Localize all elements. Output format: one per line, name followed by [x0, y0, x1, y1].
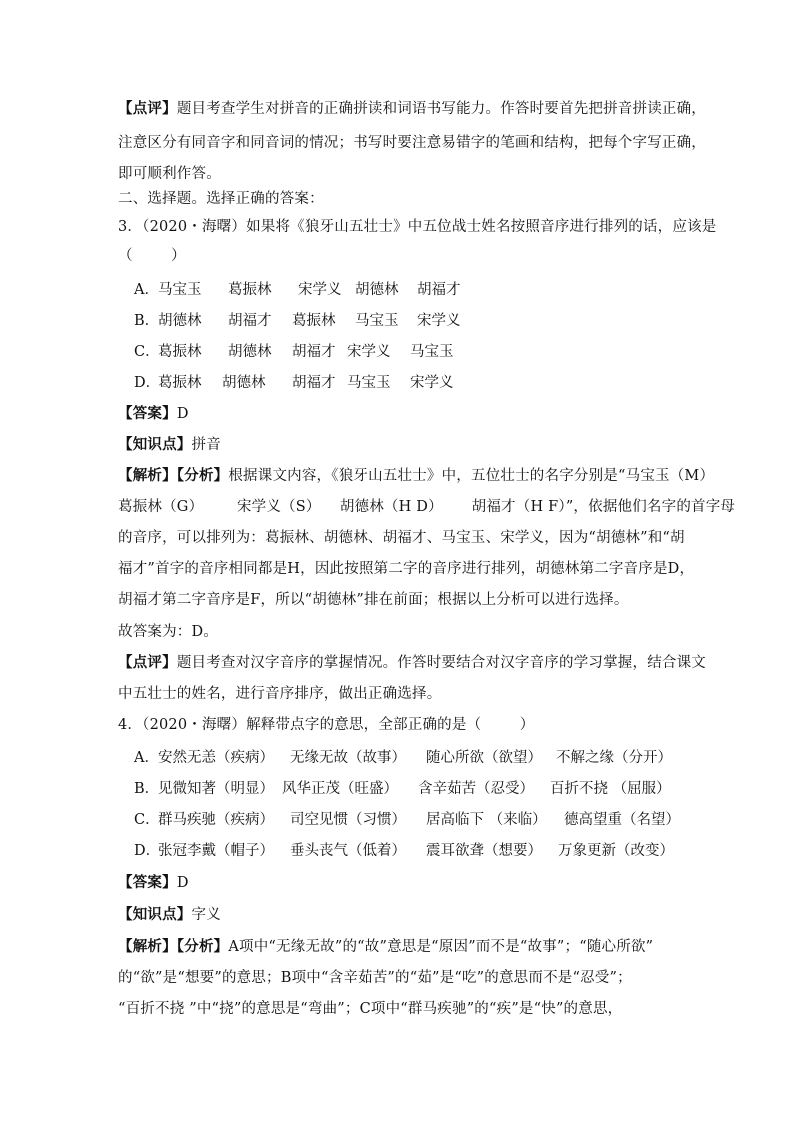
option-item: 胡福才 — [417, 282, 461, 298]
q3-answer: 【答案】D — [118, 405, 189, 422]
q4-knowledge: 【知识点】字义 — [118, 906, 221, 923]
option-item: 含辛茹苦（忍受） — [418, 781, 534, 797]
option-item: 不解之缘（分开） — [556, 750, 672, 766]
option-item: 宋学义 — [417, 313, 461, 329]
option-item: 居高临下 （来临） — [426, 812, 547, 828]
option-label: C． — [134, 344, 160, 360]
comment-tag: 【点评】 — [118, 100, 177, 117]
q3-analysis-line-5: 胡福才第二字音序是F，所以“胡德林”排在前面；根据以上分析可以进行选择。 — [118, 592, 629, 608]
comment-line-3: 即可顺利作答。 — [118, 166, 221, 182]
option-item: 安然无恙（疾病） — [158, 750, 274, 766]
option-item: 胡福才 — [292, 344, 336, 360]
q3-analysis-line-3: 的音序，可以排列为：葛振林、胡德林、胡福才、马宝玉、宋学义，因为“胡德林”和“胡 — [118, 530, 685, 546]
option-item: 马宝玉 — [355, 313, 399, 329]
option-item: 百折不挠 （屈服） — [550, 781, 671, 797]
q4-analysis-line-1: 【解析】【分析】A项中“无缘无故”的“故”意思是“原因”而不是“故事”；“随心所欲” — [118, 938, 654, 955]
option-label: B． — [134, 313, 160, 329]
option-item: 群马疾驰（疾病） — [158, 812, 274, 828]
option-label: C． — [134, 812, 160, 828]
option-item: 葛振林 — [292, 313, 336, 329]
option-item: 胡福才 — [228, 313, 272, 329]
option-item: 马宝玉 — [158, 282, 202, 298]
option-item: 胡德林 — [222, 375, 266, 391]
option-item: 胡德林 — [228, 344, 272, 360]
section-heading: 二、选择题。选择正确的答案： — [118, 191, 324, 207]
q4-stem: 4．（2020・海曙）解释带点字的意思，全部正确的是（ ） — [118, 717, 535, 733]
q3-comment-line-2: 中五壮士的姓名，进行音序排序，做出正确选择。 — [118, 686, 442, 702]
option-item: 德高望重（名望） — [564, 812, 680, 828]
option-item: 张冠李戴（帽子） — [158, 843, 274, 859]
option-item: 葛振林 — [158, 344, 202, 360]
q3-result: 故答案为：D。 — [118, 624, 219, 640]
option-item: 无缘无故（故事） — [290, 750, 406, 766]
q3-analysis-line-4: 福才”首字的音序相同都是H，因此按照第二字的音序进行排列，胡德林第二字音序是D， — [118, 561, 695, 577]
option-label: D． — [134, 843, 161, 859]
option-item: 宋学义 — [298, 282, 342, 298]
option-label: D． — [134, 375, 161, 391]
option-item: 风华正茂（旺盛） — [282, 781, 398, 797]
option-label: A． — [134, 282, 159, 298]
option-item: 胡德林 — [158, 313, 202, 329]
q3-stem-line-1: 3．（2020・海曙）如果将《狼牙山五壮士》中五位战士姓名按照音序进行排列的话，应该是 — [118, 219, 717, 235]
option-item: 震耳欲聋（想要） — [426, 843, 542, 859]
option-item: 司空见惯（习惯） — [290, 812, 406, 828]
option-item: 马宝玉 — [410, 344, 454, 360]
option-item: 葛振林 — [158, 375, 202, 391]
option-item: 宋学义 — [347, 344, 391, 360]
comment-line-2: 注意区分有同音字和同音词的情况；书写时要注意易错字的笔画和结构，把每个字写正确， — [118, 135, 706, 151]
option-item: 宋学义 — [410, 375, 454, 391]
q3-knowledge: 【知识点】拼音 — [118, 436, 221, 453]
q4-analysis-line-2: 的“欲”是“想要”的意思；B项中“含辛茹苦”的“茹”是“吃”的意思而不是“忍受”； — [118, 970, 632, 986]
option-item: 随心所欲（欲望） — [426, 750, 542, 766]
q4-analysis-line-3: “百折不挠 ”中“挠”的意思是“弯曲”；C项中“群马疾驰”的“疾”是“快”的意思， — [118, 1001, 623, 1017]
option-item: 马宝玉 — [347, 375, 391, 391]
option-item: 胡德林 — [355, 282, 399, 298]
option-item: 葛振林 — [228, 282, 272, 298]
option-item: 万象更新（改变） — [558, 843, 674, 859]
q4-answer: 【答案】D — [118, 874, 189, 891]
comment-line-1: 【点评】题目考查学生对拼音的正确拼读和词语书写能力。作答时要首先把拼音拼读正确， — [118, 100, 707, 117]
option-item: 胡福才 — [292, 375, 336, 391]
q3-comment-line-1: 【点评】题目考查对汉字音序的掌握情况。作答时要结合对汉字音序的学习掌握，结合课文 — [118, 654, 707, 671]
option-label: A． — [134, 750, 159, 766]
option-label: B． — [134, 781, 160, 797]
option-item: 垂头丧气（低着） — [290, 843, 406, 859]
q3-stem-line-2: （ ） — [118, 248, 186, 264]
q3-analysis-line-2: 葛振林（G） 宋学义（S） 胡德林（H D） 胡福才（H F）”，依据他们名字的首字母 — [118, 499, 736, 515]
option-item: 见微知著（明显） — [158, 781, 274, 797]
q3-analysis-line-1: 【解析】【分析】根据课文内容，《狼牙山五壮士》中，五位壮士的名字分别是“马宝玉（M） — [118, 467, 715, 484]
